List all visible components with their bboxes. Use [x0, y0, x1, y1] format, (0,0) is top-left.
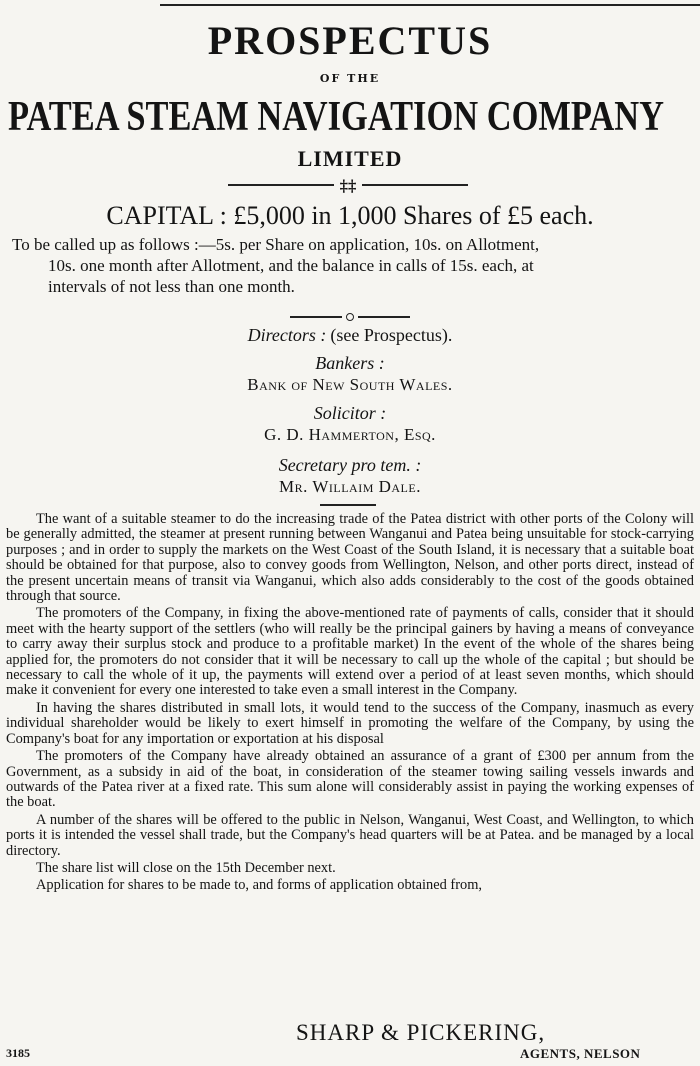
- body-paragraph: The share list will close on the 15th December next.: [36, 859, 336, 876]
- limited-label: LIMITED: [297, 146, 403, 171]
- body-paragraph: The promoters of the Company have already obtained an assurance of a grant of £300 per annum from the Government, as a subsidy in aid of the boat, in consideration of the steamer towing sailing vessels inwards and outwards of the Patea river at a fixed rate. This sum alone will considerably assist in paying the working expenses of the boat.: [6, 748, 694, 811]
- bankers-name: Bank of New South Wales.: [247, 375, 453, 394]
- calls-line-3: intervals of not less than one month.: [48, 277, 295, 296]
- double-dagger-ornament: [228, 176, 468, 194]
- directors-label: Directors :: [247, 325, 327, 345]
- company-name: PATEA STEAM NAVIGATION COMPANY: [8, 94, 664, 140]
- bankers-label: Bankers :: [315, 353, 385, 373]
- double-dagger-glyph: ‡‡: [339, 175, 357, 195]
- directors-note: (see Prospectus).: [330, 325, 453, 345]
- calls-line-1: To be called up as follows :—5s. per Share on application, 10s. on Allotment,: [12, 235, 540, 254]
- body-paragraph: In having the shares distributed in small lots, it would tend to the success of the Company, inasmuch as every individual shareholder would be likely to exert himself in promoting the welfare of the Company, by using the Company's boat for any importation or exportation at his disposal: [6, 699, 694, 747]
- divider-circle: [346, 313, 354, 321]
- secretary-label: Secretary pro tem. :: [278, 455, 422, 475]
- solicitor-label: Solicitor :: [313, 403, 387, 423]
- capital-line: CAPITAL : £5,000 in 1,000 Shares of £5 each.: [106, 201, 594, 230]
- ad-reference-number: 3185: [6, 1046, 30, 1060]
- section-rule: [320, 504, 376, 506]
- agents-name: SHARP & PICKERING,: [296, 1020, 546, 1045]
- secretary-name: Mr. Willaim Dale.: [279, 477, 421, 496]
- divider-rule-right: [358, 316, 410, 318]
- prospectus-body: [6, 512, 694, 896]
- prospectus-title: PROSPECTUS: [207, 18, 493, 63]
- body-paragraph: The promoters of the Company, in fixing the above-mentioned rate of payments of calls, consider that it should meet with the hearty support of the settlers (who will really be the principal gainers by having a means of conveyance to carry away their surplus stock and produce to a profitable market) In the event of the whole of the shares being applied for, the promoters do not consider that it will be necessary to call up the whole of the capital ; but should be necessary to call the whole of it up, the payments will extend over a period of at least seven months, which should make it convenient for every one interested to take even a small interest in the Company.: [6, 605, 694, 699]
- divider-rule-left: [290, 316, 342, 318]
- body-paragraph: Application for shares to be made to, and forms of application obtained from,: [36, 877, 482, 894]
- agents-place: AGENTS, NELSON: [520, 1046, 641, 1061]
- of-the-label: OF THE: [319, 72, 381, 85]
- body-paragraph: A number of the shares will be offered to the public in Nelson, Wanganui, West Coast, and Wellington, to which ports it is intended the vessel shall trade, but the Company's head quarters will be at Patea. and be managed by a local directory.: [6, 811, 694, 859]
- body-paragraph: The want of a suitable steamer to do the increasing trade of the Patea district with other ports of the Colony will be generally admitted, the steamer at present running between Wanganui and Patea being unsuitable for stock-carrying purposes ; and in order to supply the markets on the West Coast of the South Island, it is necessary that a suitable boat should be obtained for that purpose, also to convey goods from Wellington, Nelson, and other ports direct, instead of the present uncertain means of transit via Wanganui, which also adds considerably to the cost of the goods obtained through that source.: [6, 511, 694, 605]
- calls-line-2: 10s. one month after Allotment, and the balance in calls of 15s. each, at: [48, 256, 534, 275]
- directors-line: [0, 324, 700, 348]
- ornament-rule-left: [228, 184, 334, 186]
- divider-ornament: [290, 312, 410, 322]
- solicitor-name: G. D. Hammerton, Esq.: [264, 425, 436, 444]
- calls-schedule: [8, 234, 694, 297]
- ornament-rule-right: [362, 184, 468, 186]
- top-rule: [160, 4, 700, 6]
